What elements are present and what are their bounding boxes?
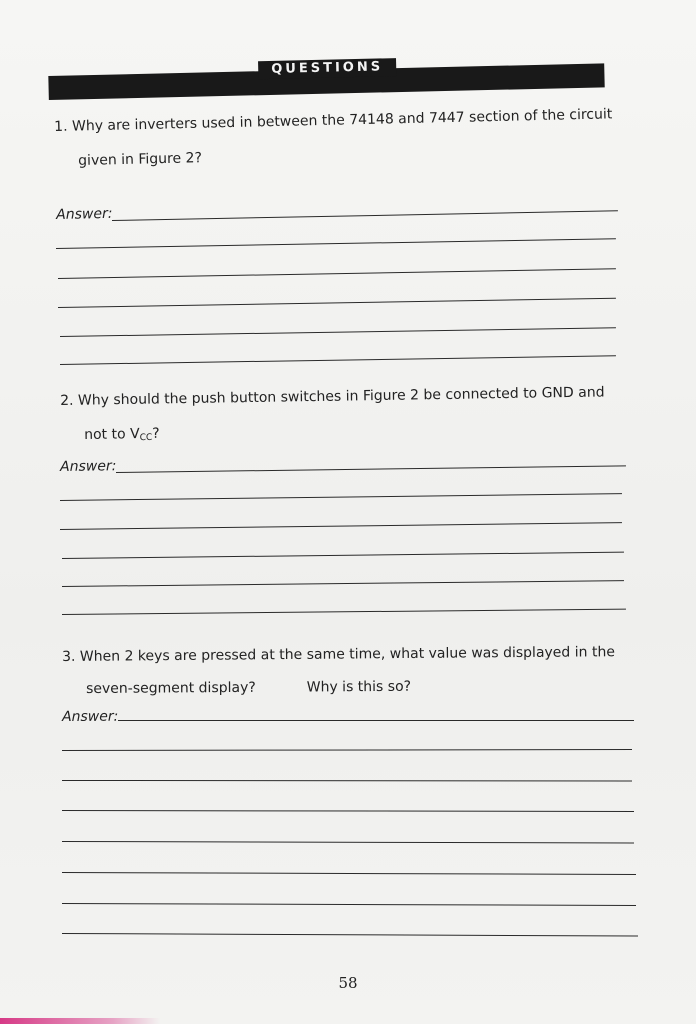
question-1-number: 1. [54, 118, 68, 135]
question-1-answer-line[interactable] [112, 210, 618, 221]
question-2-text-2-prefix: not to V [84, 426, 140, 443]
question-2-answer-label: Answer: [60, 458, 117, 475]
question-3-answer-line[interactable] [62, 810, 634, 812]
question-1-text-1: Why are inverters used in between the 74148 and 7447 section of the circuit [71, 106, 613, 135]
question-3-answer-line[interactable] [62, 841, 634, 843]
question-3-answer-line[interactable] [62, 780, 632, 781]
question-3-answer-line[interactable] [62, 903, 636, 906]
question-1-line-1 [54, 105, 612, 136]
question-2-answer-line[interactable] [60, 493, 622, 501]
question-3-answer-line[interactable] [62, 749, 632, 751]
question-1-text-2: given in Figure 2? [78, 150, 203, 169]
question-2-answer-line[interactable] [62, 609, 626, 615]
question-2-line-1 [60, 383, 605, 410]
question-1-answer-line[interactable] [56, 238, 616, 249]
question-1-answer-label: Answer: [56, 205, 113, 223]
question-3-text-2a: seven-segment display? [86, 679, 256, 697]
question-2-answer-line[interactable] [60, 522, 622, 530]
question-3-number: 3. [62, 648, 76, 665]
question-3-line-2 [86, 678, 411, 698]
question-3-answer-line[interactable] [62, 872, 636, 875]
question-3-answer-label: Answer: [62, 708, 119, 725]
question-3-answer-line[interactable] [118, 720, 634, 721]
page-number: 58 [338, 974, 358, 992]
question-1-answer-line[interactable] [58, 298, 616, 308]
question-2-line-2 [84, 425, 160, 446]
questions-banner [48, 49, 605, 108]
page-edge-decoration [0, 1018, 160, 1024]
question-2-answer-line[interactable] [62, 552, 624, 559]
question-1-answer-line[interactable] [60, 327, 616, 337]
question-2-text-1: Why should the push button switches in Figure 2 be connected to GND and [77, 384, 605, 409]
question-2-answer-line[interactable] [116, 465, 626, 473]
question-3-answer-line[interactable] [62, 933, 638, 937]
question-1-answer-line[interactable] [58, 268, 616, 279]
question-2-answer-line[interactable] [62, 580, 624, 587]
question-3-text-2b: Why is this so? [306, 678, 412, 696]
question-2-text-2-subscript: CC [139, 432, 153, 444]
question-1-answer-line[interactable] [60, 355, 616, 365]
question-3-line-1 [62, 643, 615, 666]
banner-title: QUESTIONS [258, 58, 396, 79]
question-2-text-2-suffix: ? [152, 425, 160, 442]
question-2-number: 2. [60, 392, 74, 409]
question-3-text-1: When 2 keys are pressed at the same time, what value was displayed in the [79, 644, 615, 665]
